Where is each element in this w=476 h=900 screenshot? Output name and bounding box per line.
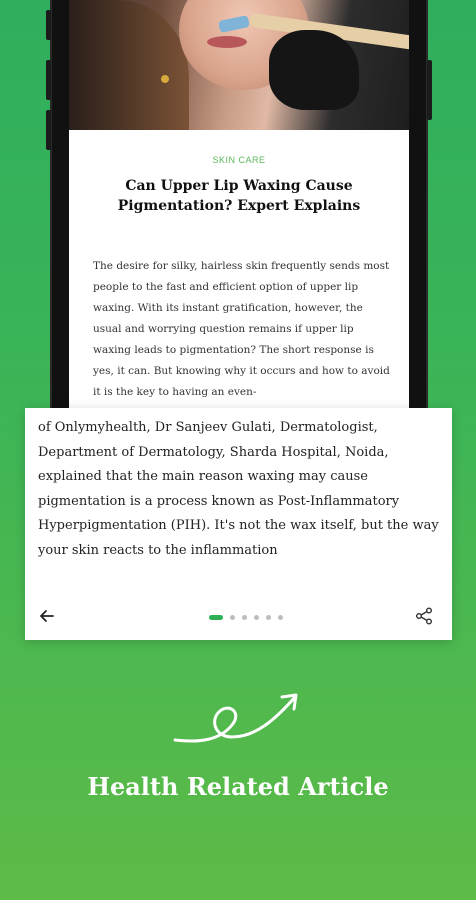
promo-tagline: Health Related Article [87, 772, 389, 801]
phone-side-button [46, 60, 51, 100]
phone-screen [69, 0, 409, 440]
pagination-dots [209, 613, 283, 621]
share-icon[interactable] [414, 606, 434, 626]
excerpt-text: of Onlymyhealth, Dr Sanjeev Gulati, Dermatologist, Department of Dermatology, Sharda Hospital, Noida, explained that the main reason waxing may cause pigmentation is a process known as Post-Inflammatory Hyperpigmentation (PIH). It's not the wax itself, but the way your skin reacts to the inflammation [38, 420, 439, 558]
pagination-dot[interactable] [266, 615, 271, 620]
arrow-left-icon[interactable] [37, 606, 57, 626]
article-title: Can Upper Lip Waxing Cause Pigmentation? Expert Explains [117, 178, 361, 214]
phone-side-button [427, 60, 432, 120]
phone-side-button [46, 110, 51, 150]
article-category[interactable]: SKIN CARE [212, 155, 266, 165]
pagination-dot[interactable] [254, 615, 259, 620]
pagination-dot-active[interactable] [209, 615, 223, 620]
article-excerpt-card [25, 408, 452, 640]
article-hero-image [69, 0, 409, 130]
article-intro-text: The desire for silky, hairless skin frequently sends most people to the fast and efficient option of upper lip waxing. With its instant gratification, however, the usual and worrying question remains if upper lip waxing leads to pigmentation? The short response is yes, it can. But knowing why it occurs and how to avoid it is the key to having an even- [93, 260, 390, 398]
pagination-dot[interactable] [230, 615, 235, 620]
swirl-arrow-icon [170, 685, 310, 755]
phone-side-button [46, 10, 51, 40]
pagination-dot[interactable] [278, 615, 283, 620]
pagination-dot[interactable] [242, 615, 247, 620]
